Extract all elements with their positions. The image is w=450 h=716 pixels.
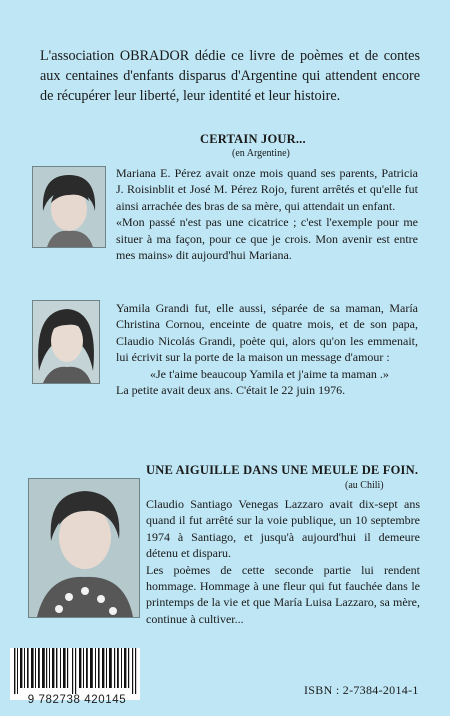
- portrait-photo-yamila: [32, 300, 100, 384]
- section1-subtitle: (en Argentine): [232, 148, 290, 159]
- section2-subtitle: (au Chili): [345, 480, 384, 491]
- story-mariana-paragraph2: «Mon passé n'est pas une cicatrice ; c'est l'exemple pour me situer à ma façon, pour ce que je crois. Mon avenir est entre mes mains» dit aujourd'hui Mariana.: [116, 215, 418, 263]
- dedication-text: L'association OBRADOR dédie ce livre de poèmes et de contes aux centaines d'enfants disparus d'Argentine qui attendent encore de récupérer leur liberté, leur identité et leur histoire.: [40, 48, 420, 104]
- story-claudio-paragraph1: Claudio Santiago Venegas Lazzaro avait dix-sept ans quand il fut arrêté sur la voie publique, un 10 septembre 1974 à Santiago, et jusqu'à aujourd'hui il demeure détenu et disparu.: [146, 497, 420, 561]
- section2-title: UNE AIGUILLE DANS UNE MEULE DE FOIN.: [146, 463, 419, 477]
- story-yamila-paragraph1: Yamila Grandi fut, elle aussi, séparée de sa maman, María Christina Cornou, enceinte de quatre mois, et de son papa, Claudio Nicolás Grandi, poète qui, alors qu'on les emmenait, lui écrivit sur la porte de la maison un message d'amour :: [116, 301, 418, 365]
- portrait-photo-mariana: [32, 166, 106, 248]
- portrait-photo-maria-luisa: [28, 478, 140, 618]
- isbn: ISBN : 2-7384-2014-1: [304, 683, 419, 697]
- story-yamila-quote: «Je t'aime beaucoup Yamila et j'aime ta maman .»: [150, 366, 389, 381]
- story-mariana-paragraph1: Mariana E. Pérez avait onze mois quand ses parents, Patricia J. Roisinblit et José M. Pérez Rojo, furent arrêtés et qu'elle fut ainsi arrachée des bras de sa mère, qui attendait un enfant.: [116, 166, 418, 213]
- barcode-digits: 9 782738 420145: [27, 694, 127, 706]
- story-yamila: [116, 300, 418, 398]
- story-mariana: [116, 165, 418, 263]
- story-claudio: [146, 496, 420, 627]
- story-yamila-paragraph2: La petite avait deux ans. C'était le 22 juin 1976.: [116, 383, 346, 398]
- barcode: [10, 648, 140, 700]
- section1-title: CERTAIN JOUR...: [200, 132, 306, 146]
- story-claudio-paragraph2: Les poèmes de cette seconde partie lui rendent hommage. Hommage à une fleur qui fut fauchée dans le printemps de la vie et que María Luisa Lazzaro, sa mère, continue à cultiver...: [146, 562, 420, 626]
